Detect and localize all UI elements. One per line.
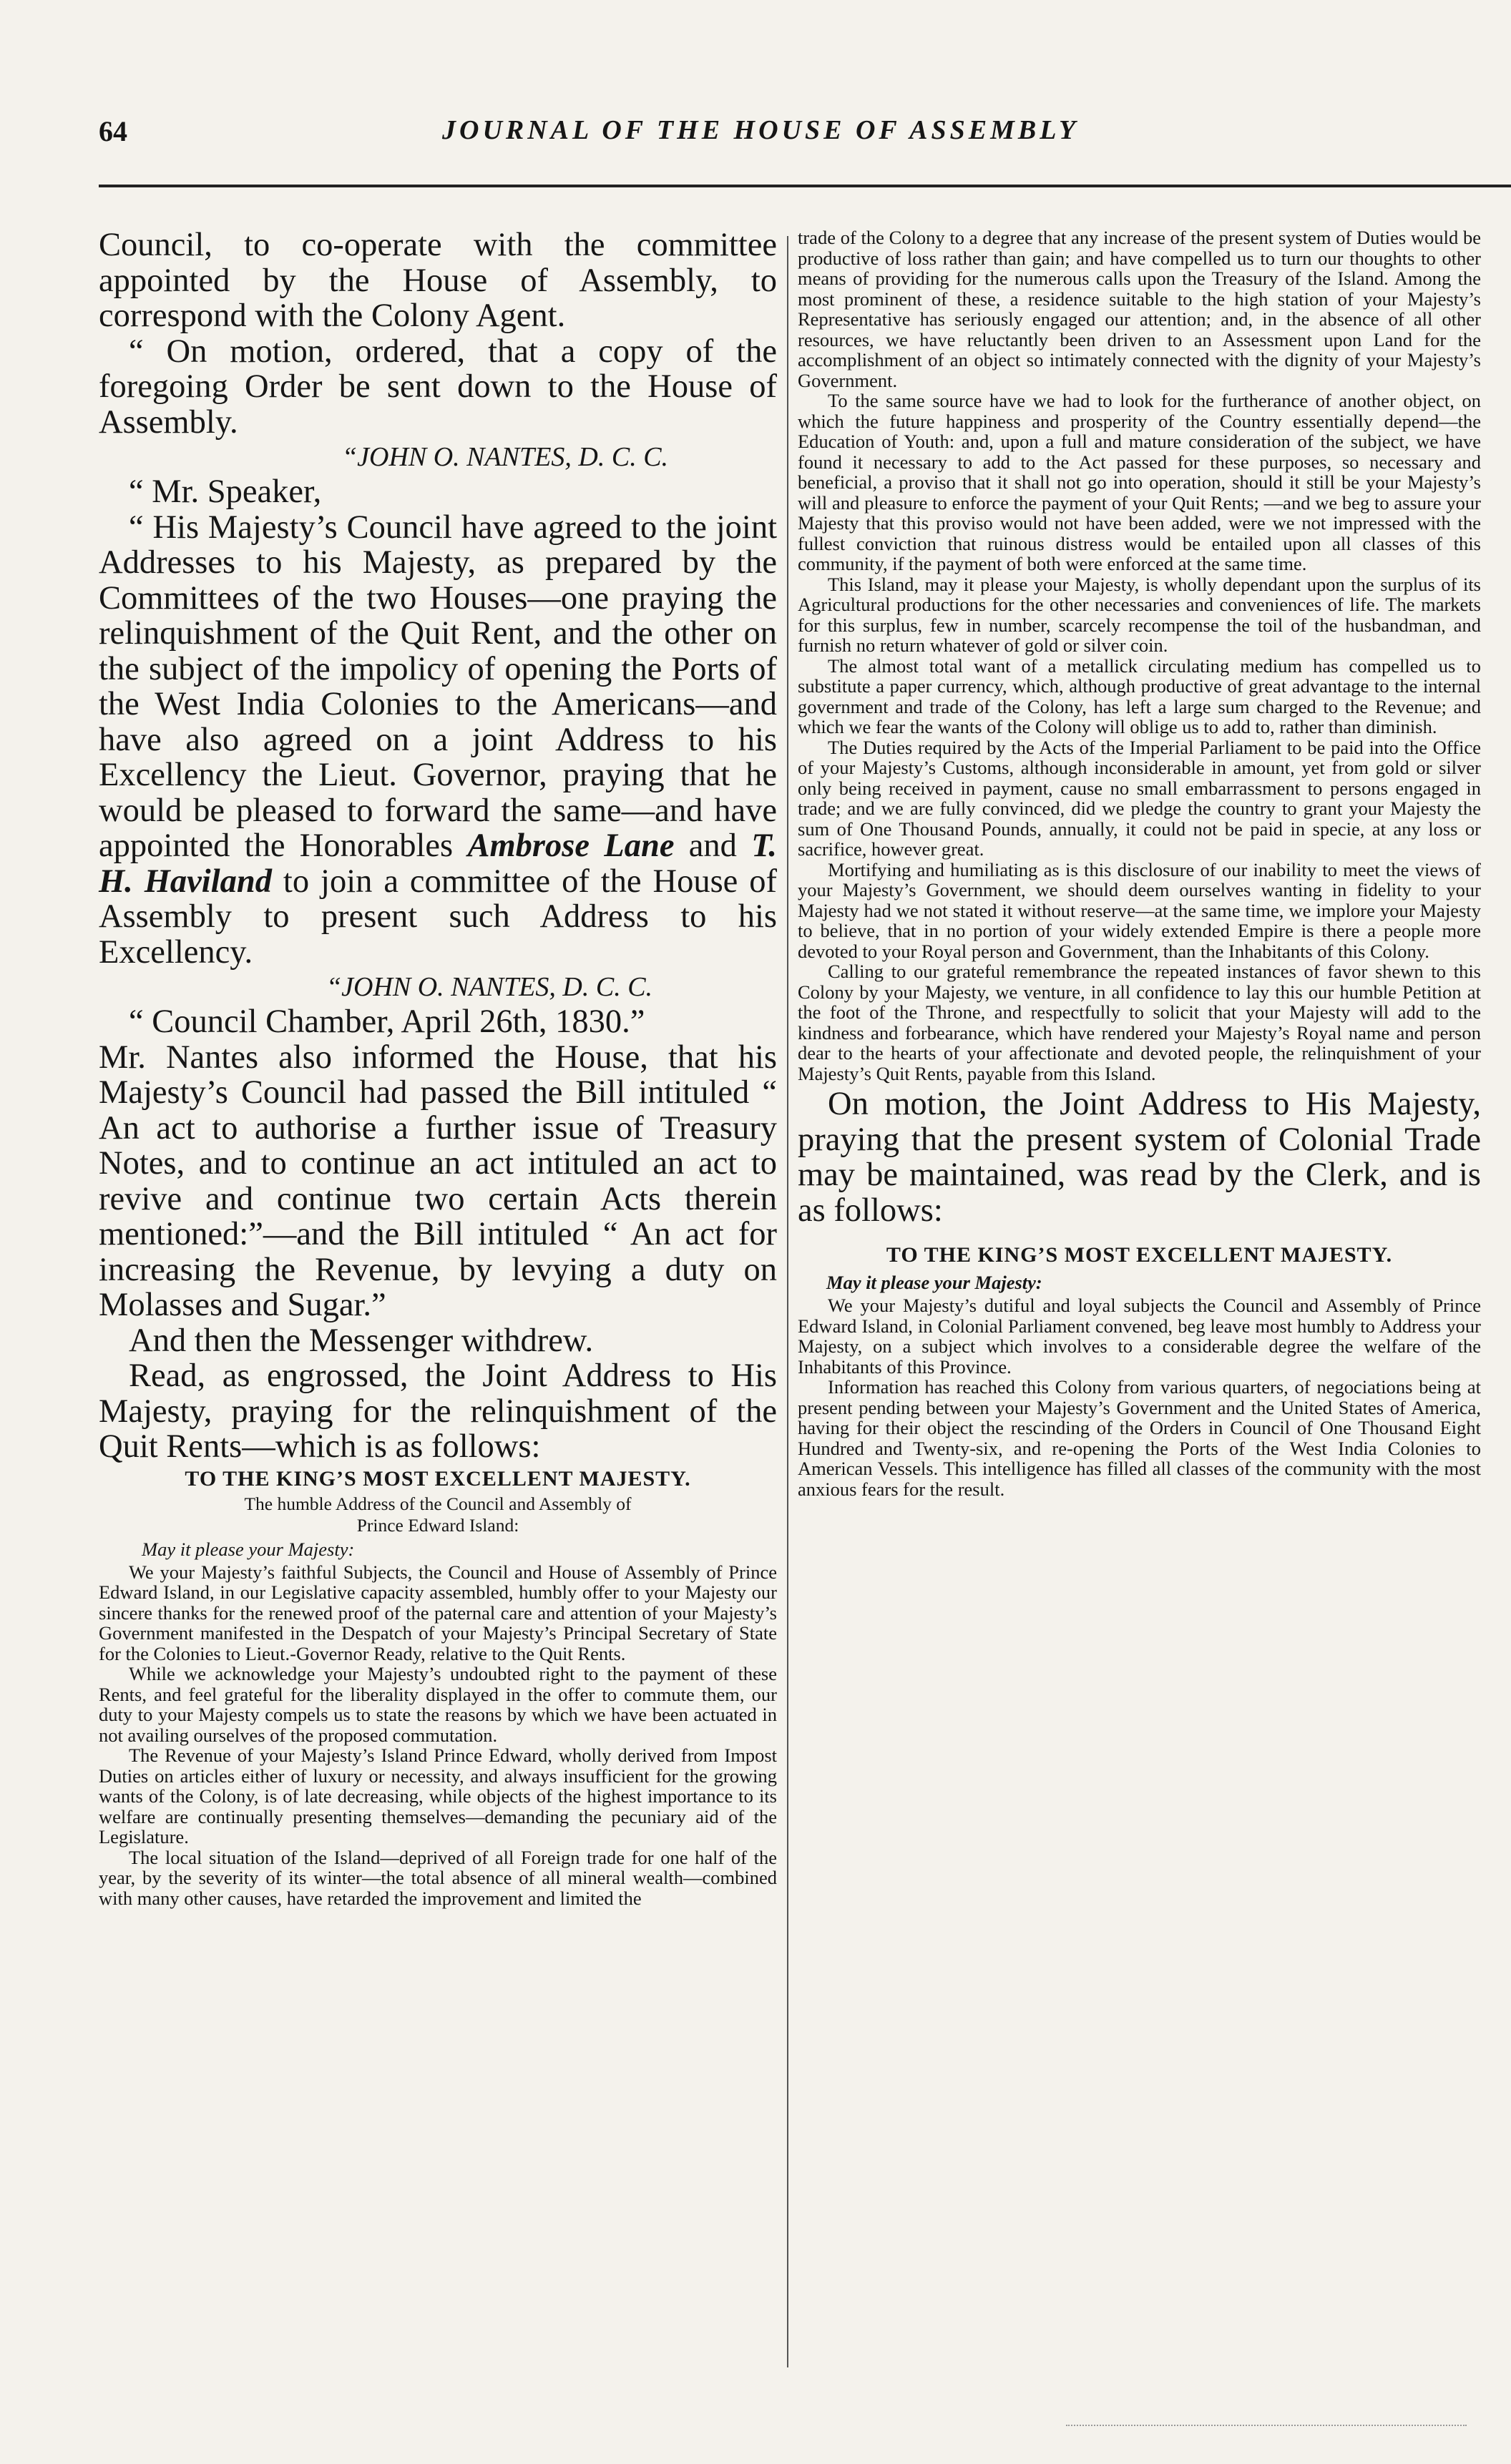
address-paragraph: We your Majesty’s faithful Subjects, the Council and House of Assembly of Prince Edward Island, in our Legislative capacity assembled, humbly offer to your Majesty our sincere thanks for the renewed proof of the paternal care and attention of your Majesty’s Government manifested in the Despatch of your Majesty’s Principal Secretary of State for the Colonies to Lieut.-Governor Ready, relative to the Quit Rents. xyxy=(99,1561,777,1664)
address-paragraph: The Revenue of your Majesty’s Island Prince Edward, wholly derived from Impost Duties on articles either of luxury or necessity, and always insufficient for the growing wants of the Colony, is of late decreasing, while objects of the highest importance to its welfare are continually presenting themselves—demanding the pecuniary aid of the Legislature. xyxy=(99,1744,777,1847)
address-paragraph: We your Majesty’s dutiful and loyal subjects the Council and Assembly of Prince Edward Island, in Colonial Parliament convened, beg leave most humbly to Address your Majesty, on a subject which involves to a considerable degree the welfare of the Inhabitants of this Province. xyxy=(798,1295,1481,1378)
page-header xyxy=(99,114,1511,157)
address-heading: TO THE KING’S MOST EXCELLENT MAJESTY. xyxy=(886,1243,1393,1267)
message-text: and xyxy=(674,828,752,864)
paragraph: Read, as engrossed, the Joint Address to His Majesty, praying for the relinquishment of the Quit Rents—which is as follows: xyxy=(99,1358,777,1465)
address-paragraph: The local situation of the Island—deprived of all Foreign trade for one half of the year, by the severity of its winter—the total absence of all mineral wealth—combined with many other causes, have retarded the improvement and limited the xyxy=(99,1846,777,1909)
column-divider xyxy=(787,236,788,2367)
address-salutation: May it please your Majesty: xyxy=(142,1538,355,1560)
address-salutation: May it please your Majesty: xyxy=(826,1272,1042,1293)
paragraph: Mr. Nantes also informed the House, that his Majesty’s Council had passed the Bill intituled “ An act to authorise a further issue of Treasury Notes, and to continue an act intituled an act to revive and continue two certain Acts therein mentioned:”—and the Bill intituled “ An act for increasing the Revenue, by levying a duty on Molasses and Sugar.” xyxy=(99,1039,777,1323)
motion-paragraph: On motion, the Joint Address to His Majesty, praying that the present system of Colonial Trade may be maintained, was read by the Clerk, and is as follows: xyxy=(798,1086,1481,1229)
address-paragraph: While we acknowledge your Majesty’s undoubted right to the payment of these Rents, and feel grateful for the liberality displayed in the offer to commute them, our duty to your Majesty compels us to state the reasons by which we have been actuated in not availing ourselves of the proposed commutation. xyxy=(99,1663,777,1746)
signature: “JOHN O. NANTES, D. C. C. xyxy=(326,972,653,1002)
address-paragraph: Calling to our grateful remembrance the repeated instances of favor shewn to this Colony by your Majesty, we venture, in all confidence to lay this our humble Petition at the foot of the Throne, and respectfully to solicit that your Majesty will add to the kindness and forbearance, which have rendered your Majesty’s Royal name and person dear to the hearts of your affectionate and devoted people, the relinquishment of your Majesty’s Quit Rents, payable from this Island. xyxy=(798,961,1481,1084)
message-text: to join a committee of the House of Assembly to present such Address to his Excellency. xyxy=(99,863,777,971)
address-subheading: The humble Address of the Council and Assembly of xyxy=(244,1493,632,1514)
paragraph: “ On motion, ordered, that a copy of the foregoing Order be sent down to the House of Assembly. xyxy=(99,333,777,441)
paragraph: And then the Messenger withdrew. xyxy=(129,1322,594,1359)
address-paragraph: The Duties required by the Acts of the Imperial Parliament to be paid into the Office of your Majesty’s Customs, although inconsiderable in amount, yet from gold or silver only being received in payment, cause no small embarrassment to persons engaged in trade; and we are fully convinced, did we pledge the country to grant your Majesty the sum of One Thousand Pounds, annually, it could not be paid in specie, at any loss or sacrifice, however great. xyxy=(798,736,1481,860)
address-paragraph: Mortifying and humiliating as is this disclosure of our inability to meet the views of your Majesty’s Government, we should deem ourselves wanting in fidelity to your Majesty had we not stated it without reserve—at the same time, we implore your Majesty to believe, that in no portion of your widely extended Empire is there a people more devoted to your Royal person and Government, than the Inhabitants of this Colony. xyxy=(798,858,1481,962)
address-subheading: Prince Edward Island: xyxy=(356,1514,519,1536)
right-column xyxy=(798,227,1481,1499)
left-column xyxy=(99,227,777,1908)
page-number: 64 xyxy=(99,115,127,147)
honorable-name: T. H. Haviland xyxy=(99,828,777,900)
address-paragraph: The almost total want of a metallick circulating medium has compelled us to substitute a paper currency, which, although productive of great advantage to the internal government and trade of the Colony, has left a large sum charged to the Revenue; and which we fear the wants of the Colony will oblige us to add to, rather than diminish. xyxy=(798,654,1481,737)
address-paragraph: Information has reached this Colony from various quarters, of negociations being at present pending between your Majesty’s Government and the United States of America, having for their object the rescinding of the Orders in Council of One Thousand Eight Hundred and Twenty-six, and re-opening the Ports of the West India Colonies to American Vessels. This intelligence has filled all classes of the community with the most anxious fears for the result. xyxy=(798,1376,1481,1500)
salutation-speaker: “ Mr. Speaker, xyxy=(129,473,322,510)
dateline: “ Council Chamber, April 26th, 1830.” xyxy=(129,1003,645,1040)
address-paragraph: trade of the Colony to a degree that any increase of the present system of Duties would be productive of loss rather than gain; and have compelled us to turn our thoughts to other means of providing for the numerous calls upon the Treasury of the Island. Among the most prominent of these, a residence suitable to the high station of your Majesty’s Representative has seriously engaged our attention; and, in the absence of all other resources, we have reluctantly been driven to an Assessment upon Land for the accomplishment of an object so intimately connected with the dignity of your Majesty’s Government. xyxy=(798,227,1481,391)
bottom-smudge xyxy=(1066,2425,1467,2428)
running-title: JOURNAL OF THE HOUSE OF ASSEMBLY xyxy=(442,115,1080,145)
address-paragraph: To the same source have we had to look for the furtherance of another object, on which the future happiness and prosperity of the Country essentially depend—the Education of Youth: and, upon a full and mature consideration of the subject, we have found it necessary to add to the Act passed for these purposes, so necessary and beneficial, a proviso that it shall not go into operation, should it still be your Majesty’s will and pleasure to enforce the payment of your Quit Rents; —and we beg to assure your Majesty that this proviso would not have been added, were we not impressed with the fullest conviction that ruinous distress would be entailed upon all classes of this community, if the payment of both were enforced at the same time. xyxy=(798,390,1481,574)
header-rule xyxy=(99,185,1511,187)
address-heading: TO THE KING’S MOST EXCELLENT MAJESTY. xyxy=(185,1466,691,1491)
council-message xyxy=(99,510,777,971)
message-text: “ His Majesty’s Council have agreed to the joint Addresses to his Majesty, as prepared by the Committees of the two Houses—one praying the relinquishment of the Quit Rent, and the other on the subject of the impolicy of opening the Ports of the West India Colonies to the Americans—and have also agreed on a joint Address to his Excellency the Lieut. Governor, praying that he would be pleased to forward the same—and have appointed the Honorables xyxy=(99,509,777,864)
signature: “JOHN O. NANTES, D. C. C. xyxy=(342,442,669,472)
honorable-name: Ambrose Lane xyxy=(467,828,675,864)
address-paragraph: This Island, may it please your Majesty, is wholly dependant upon the surplus of its Agricultural productions for the other necessaries and conveniences of life. The markets for this surplus, few in number, scarcely recompense the toil of the husbandman, and furnish no return whatever of gold or silver coin. xyxy=(798,573,1481,656)
paragraph: Council, to co-operate with the committee appointed by the House of Assembly, to correspond with the Colony Agent. xyxy=(99,227,777,334)
